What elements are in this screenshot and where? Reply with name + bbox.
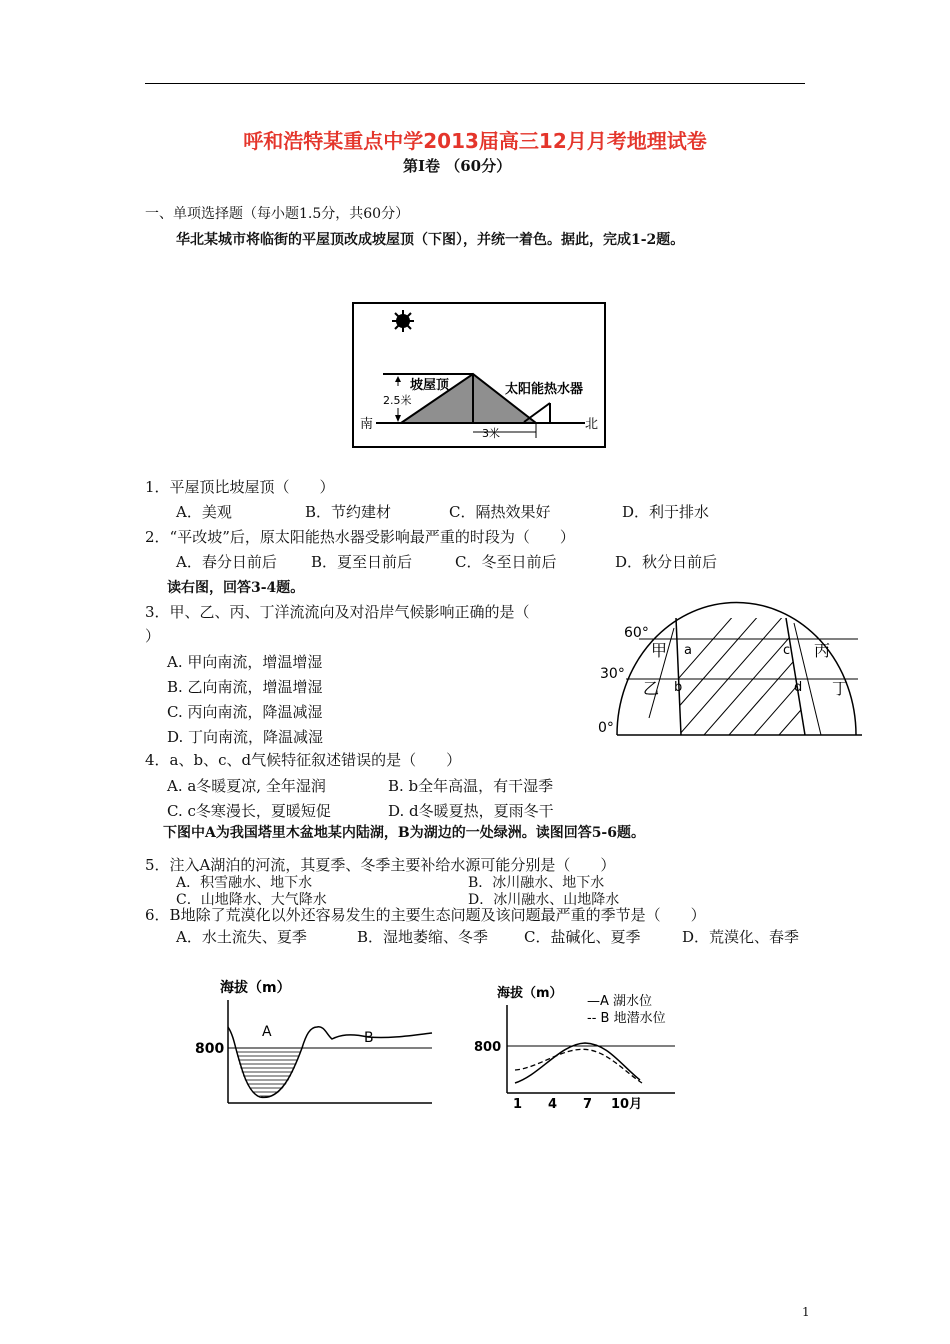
fig4-ylabel: 海拔（m） xyxy=(497,986,563,1001)
q4-option-a: A. a冬暖夏凉, 全年湿润 xyxy=(167,777,326,795)
q3-stem-line2: ） xyxy=(145,627,161,645)
q3-option-d: D. 丁向南流，降温减湿 xyxy=(167,728,324,746)
x-tick-4: 4 xyxy=(548,1097,558,1112)
exam-subtitle: 第Ⅰ卷 （60分） xyxy=(403,157,512,175)
climate-c-label: c xyxy=(783,643,791,658)
q3-option-c: C. 丙向南流，降温减湿 xyxy=(167,703,323,721)
heater-label: 太阳能热水器 xyxy=(505,382,584,397)
q6-stem: 6．B地除了荒漠化以外还容易发生的主要生态问题及该问题最严重的季节是（ ） xyxy=(145,906,706,924)
current-ding-label: 丁 xyxy=(832,679,849,698)
q6-option-b: B．湿地萎缩、冬季 xyxy=(357,928,489,946)
legend-groundwater-level: -- B 地潜水位 xyxy=(587,1011,666,1026)
lake-a-label: A xyxy=(262,1024,272,1040)
north-label: 北 xyxy=(585,417,599,432)
q6-option-a: A．水土流失、夏季 xyxy=(176,928,307,946)
x-tick-7: 7 xyxy=(583,1097,593,1112)
q1-option-a: A．美观 xyxy=(176,503,232,521)
q4-stem: 4．a、b、c、d气候特征叙述错误的是（ ） xyxy=(145,751,462,769)
height-label: 2.5米 xyxy=(383,394,412,407)
q4-option-d: D. d冬暖夏热，夏雨冬干 xyxy=(388,802,554,820)
ocean-current-diagram xyxy=(594,598,864,738)
q2-stem: 2．“平改坡”后，原太阳能热水器受影响最严重的时段为（ ） xyxy=(145,528,575,546)
current-jia-label: 甲 xyxy=(651,641,668,660)
fig3-ylabel: 海拔（m） xyxy=(220,980,291,996)
distance-label: 3米 xyxy=(482,427,500,440)
current-bing-label: 丙 xyxy=(814,641,831,660)
x-tick-1: 1 xyxy=(513,1097,523,1112)
lake-profile-diagram xyxy=(190,975,440,1110)
climate-a-label: a xyxy=(684,643,692,658)
q5-option-c: C．山地降水、大气降水 xyxy=(176,892,327,908)
section-heading: 一、单项选择题（每小题1.5分，共60分） xyxy=(145,206,410,222)
current-yi-label: 乙 xyxy=(643,679,660,698)
climate-d-label: d xyxy=(794,680,803,695)
sun-icon xyxy=(392,310,414,332)
roof-label: 坡屋顶 xyxy=(410,378,450,393)
q1-stem: 1．平屋顶比坡屋顶（ ） xyxy=(145,478,335,496)
q1-option-c: C．隔热效果好 xyxy=(449,503,551,521)
fig4-800-label: 800 xyxy=(474,1040,502,1055)
q1-option-b: B．节约建材 xyxy=(305,503,392,521)
q3-stem-line1: 3．甲、乙、丙、丁洋流流向及对沿岸气候影响正确的是（ xyxy=(145,603,530,621)
legend-lake-level: —A 湖水位 xyxy=(587,994,653,1009)
lat-0-label: 0° xyxy=(598,720,614,736)
intro-q1-2: 华北某城市将临街的平屋顶改成坡屋顶（下图），并统一着色。据此，完成1-2题。 xyxy=(176,232,685,248)
roof-diagram xyxy=(352,302,606,448)
q5-option-a: A．积雪融水、地下水 xyxy=(176,875,313,891)
intro-q5-6: 下图中A为我国塔里木盆地某内陆湖，B为湖边的一处绿洲。读图回答5-6题。 xyxy=(163,825,645,841)
lat-60-label: 60° xyxy=(624,625,649,641)
q1-option-d: D．利于排水 xyxy=(622,503,710,521)
q3-option-b: B. 乙向南流，增温增湿 xyxy=(167,678,323,696)
q2-option-b: B．夏至日前后 xyxy=(311,553,413,571)
q5-option-d: D．冰川融水、山地降水 xyxy=(468,892,620,908)
q2-option-d: D．秋分日前后 xyxy=(615,553,718,571)
water-level-chart xyxy=(470,980,710,1115)
q4-option-c: C. c冬寒漫长，夏暖短促 xyxy=(167,802,331,820)
q2-option-a: A．春分日前后 xyxy=(176,553,277,571)
exam-title: 呼和浩特某重点中学2013届高三12月月考地理试卷 xyxy=(243,129,707,153)
climate-b-label: b xyxy=(674,680,683,695)
x-tick-10: 10月 xyxy=(611,1097,643,1112)
south-label: 南 xyxy=(360,417,374,432)
page-number: 1 xyxy=(802,1305,810,1319)
fig3-800-label: 800 xyxy=(195,1041,225,1057)
q6-option-c: C．盐碱化、夏季 xyxy=(524,928,641,946)
oasis-b-label: B xyxy=(364,1030,374,1046)
q2-option-c: C．冬至日前后 xyxy=(455,553,557,571)
header-rule xyxy=(145,83,805,84)
q5-option-b: B．冰川融水、地下水 xyxy=(468,875,605,891)
q3-option-a: A. 甲向南流，增温增湿 xyxy=(167,653,323,671)
groundwater-level-line xyxy=(515,1049,642,1083)
q6-option-d: D．荒漠化、春季 xyxy=(682,928,800,946)
lat-30-label: 30° xyxy=(600,666,625,682)
q4-option-b: B. b全年高温，有干湿季 xyxy=(388,777,554,795)
intro-q3-4: 读右图，回答3-4题。 xyxy=(167,580,305,596)
q5-stem: 5．注入A湖泊的河流，其夏季、冬季主要补给水源可能分别是（ ） xyxy=(145,856,616,874)
